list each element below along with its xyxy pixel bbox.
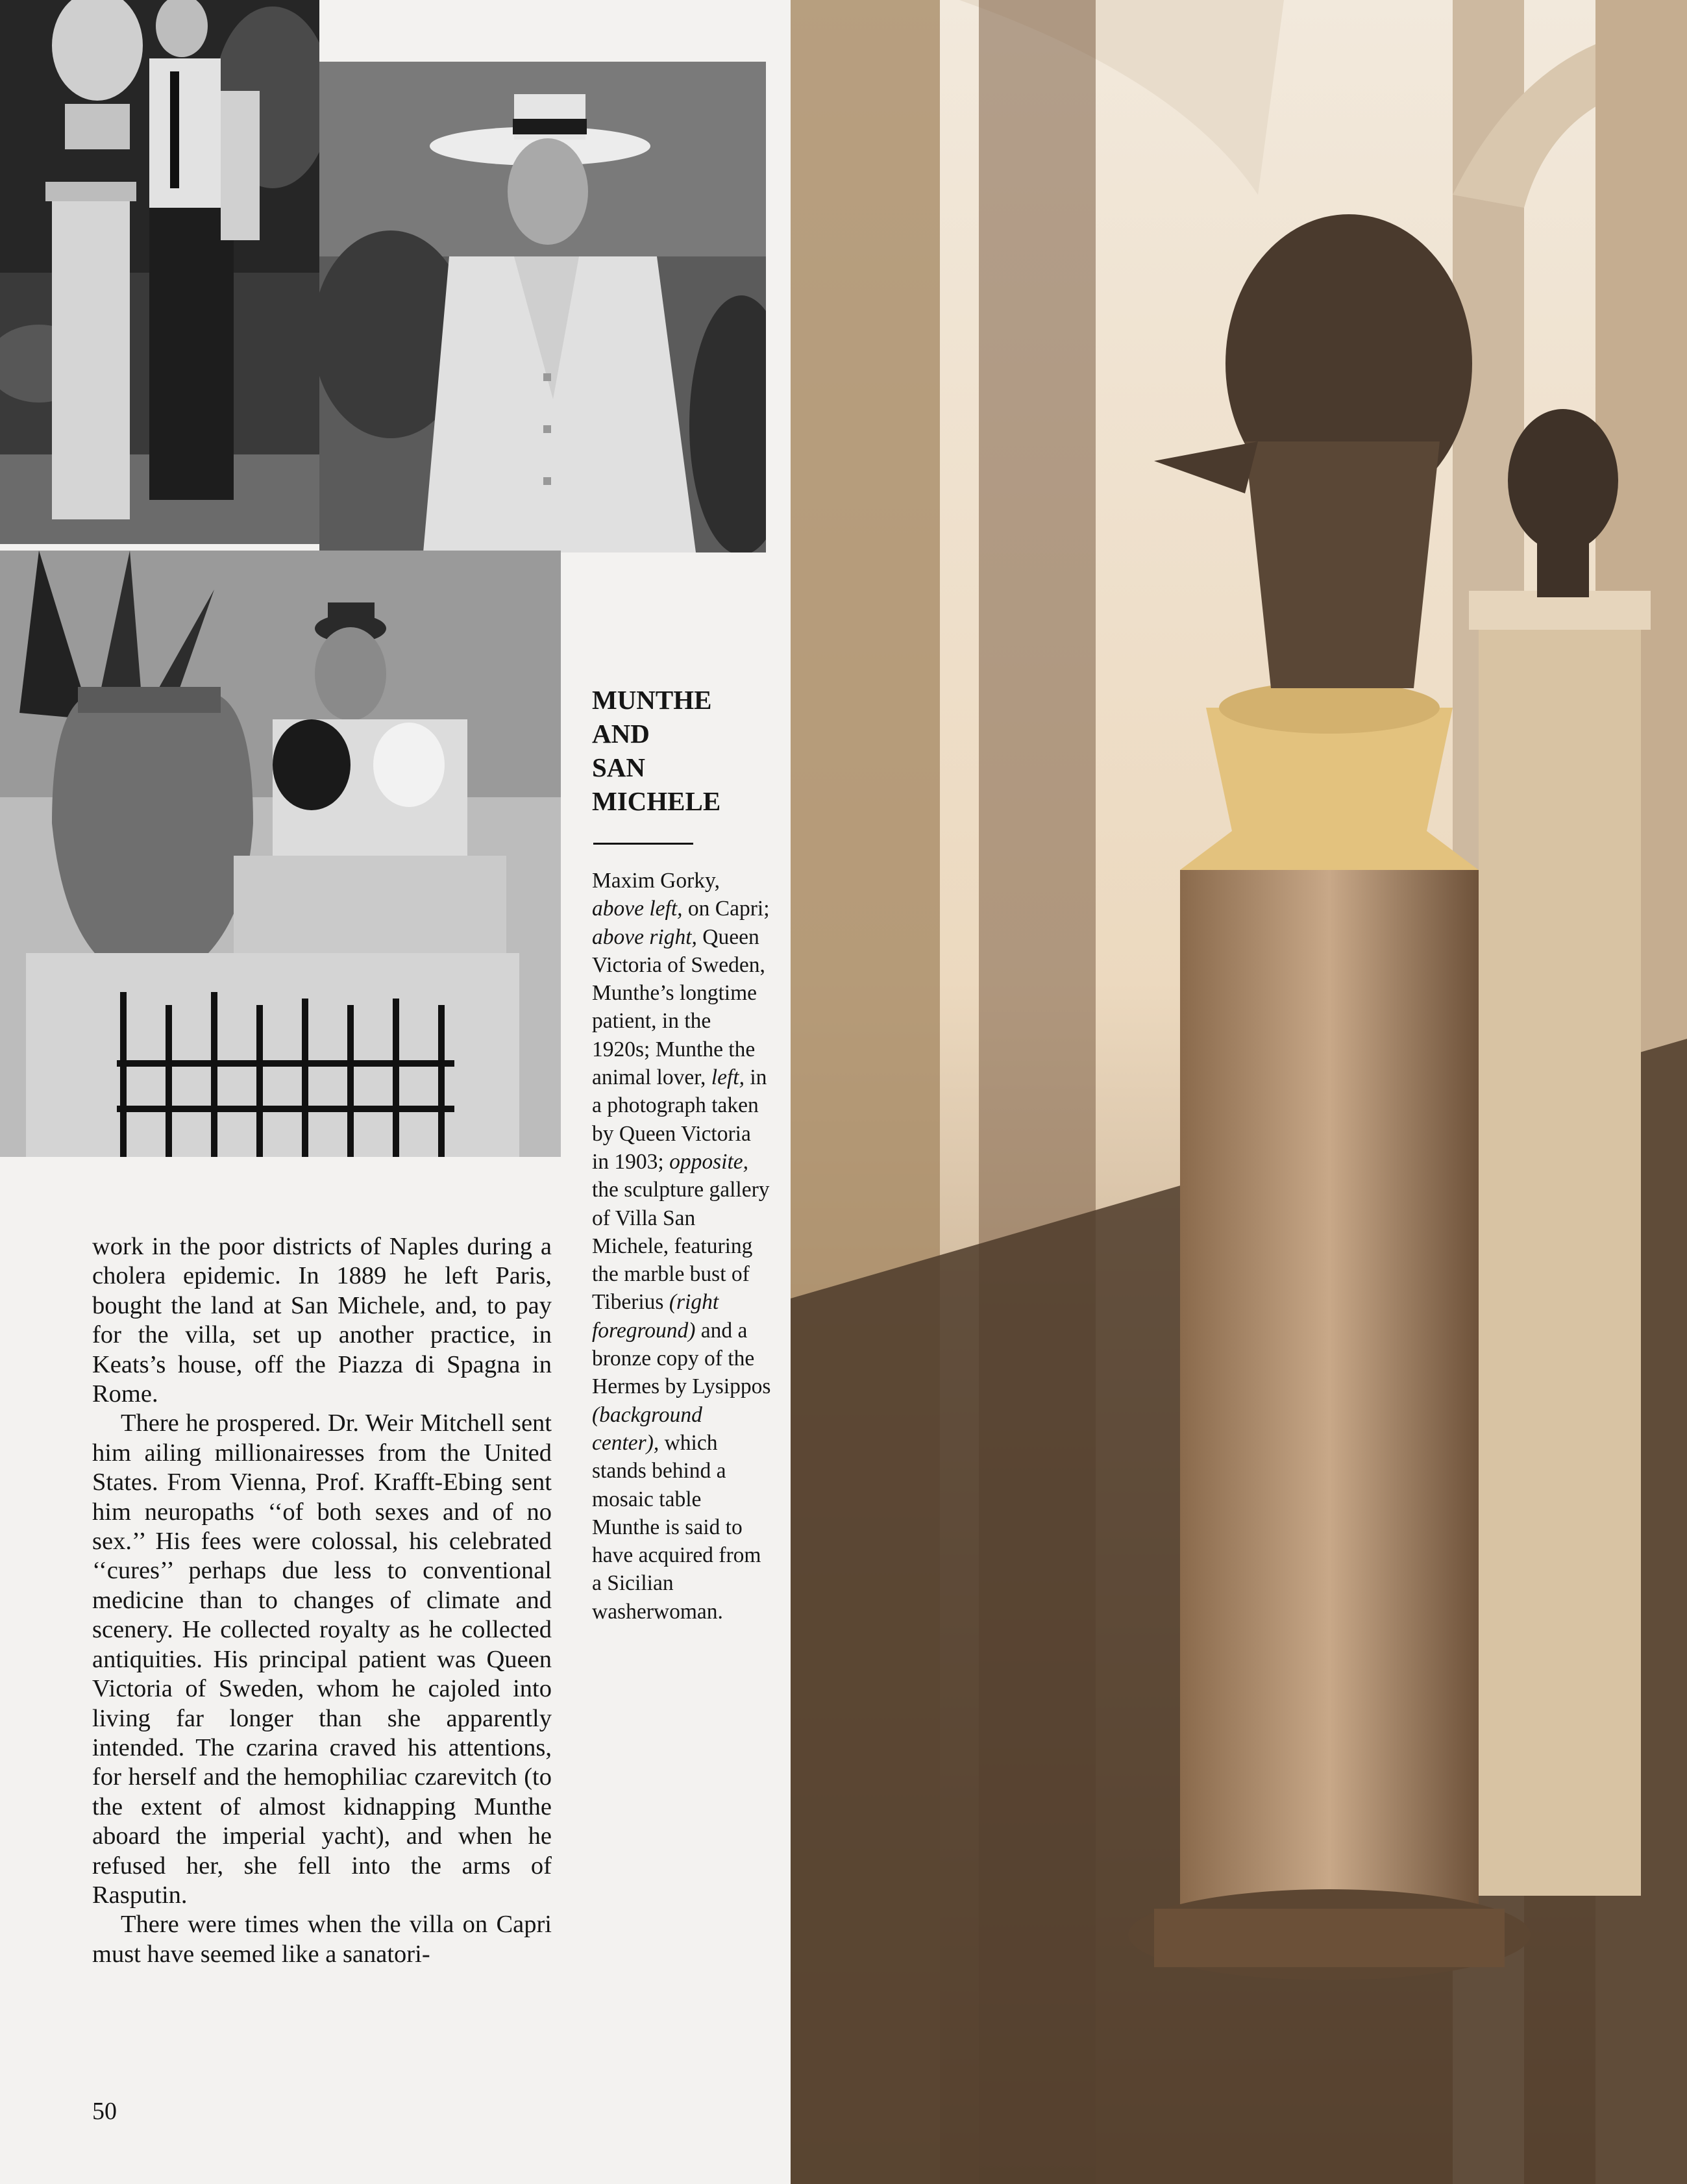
- headline-line: MICHELE: [592, 786, 721, 816]
- caption-text: and a bronze copy of the Hermes by Lysippos: [592, 1318, 771, 1399]
- headline-divider: [593, 843, 693, 845]
- headline-line: SAN: [592, 752, 646, 782]
- photo-caption: [592, 867, 771, 1626]
- caption-text-italic: above right,: [592, 924, 697, 949]
- headline-line: MUNTHE: [592, 685, 712, 715]
- caption-text: in a photograph taken by Queen Victoria in 1903;: [592, 1065, 767, 1174]
- caption-text: Queen Victoria of Sweden, Munthe’s longtime patient, in the 1920s; Munthe the animal lover,: [592, 924, 765, 1090]
- article-body: [92, 1232, 552, 1969]
- photo-queen-victoria: [319, 62, 766, 552]
- body-paragraph: There he prospered. Dr. Weir Mitchell sent him ailing millionairesses from the United States. From Vienna, Prof. Krafft-Ebing sent him neuropaths ‘‘of both sexes and of no sex.’’ His fees were colossal, his celebrated ‘‘cures’’ perhaps due less to conventional medicine than to changes of climate and scenery. He collected royalty as he collected antiquities. His principal patient was Queen Victoria of Sweden, whom he cajoled into living far longer than she apparently intended. The czarina craved his attentions, for herself and the hemophiliac czarevitch (to the extent of almost kidnapping Munthe aboard the imperial yacht), and when he refused her, she fell into the arms of Rasputin.: [92, 1409, 552, 1909]
- body-paragraph: work in the poor districts of Naples during a cholera epidemic. In 1889 he left Paris, bought the land at San Michele, and, to pay for the villa, set up another practice, in Keats’s house, off the Piazza di Spagna in Rome.: [92, 1233, 552, 1408]
- headline-line: AND: [592, 719, 650, 749]
- caption-text-italic: (background center),: [592, 1402, 702, 1455]
- photo-gorky: [0, 0, 319, 544]
- caption-text: on Capri;: [682, 897, 770, 921]
- photo-munthe-with-dogs: [0, 551, 561, 1157]
- body-paragraph: There were times when the villa on Capri must have seemed like a sanatori-: [92, 1911, 552, 1968]
- headline: [592, 683, 761, 818]
- caption-text-italic: (right foreground): [592, 1290, 719, 1343]
- caption-text: the sculpture gallery of Villa San Michele, featuring the marble bust of Tiberius: [592, 1178, 770, 1315]
- caption-text-italic: left,: [711, 1065, 745, 1090]
- photo-sculpture-gallery: [791, 0, 1687, 2184]
- page-number: 50: [92, 2098, 117, 2125]
- caption-text-italic: above left,: [592, 897, 683, 921]
- caption-text-italic: opposite,: [669, 1149, 749, 1174]
- caption-text: Maxim Gorky,: [592, 869, 720, 893]
- caption-text: which stands behind a mosaic table Munthe is said to have acquired from a Sicilian washerwoman.: [592, 1430, 761, 1624]
